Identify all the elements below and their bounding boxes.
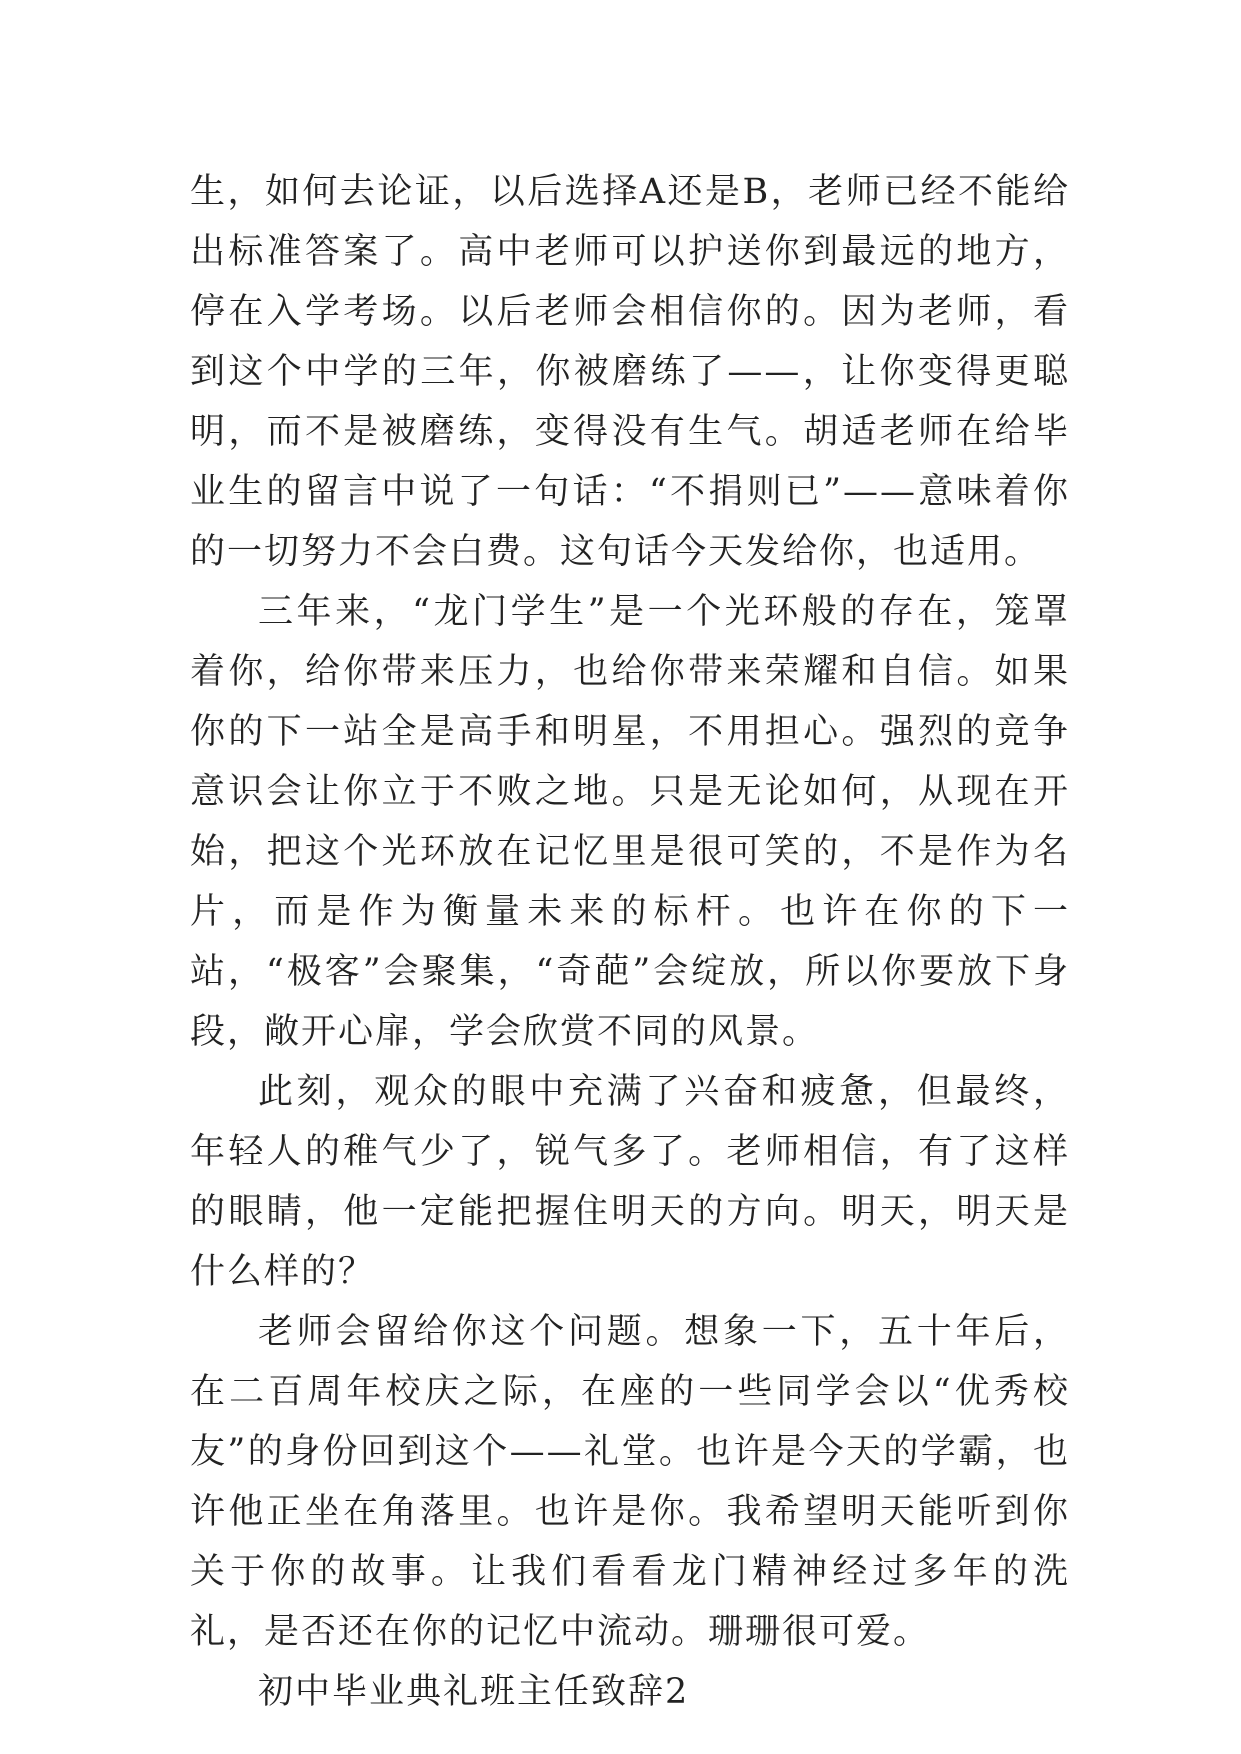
document-body [190, 162, 1070, 1722]
paragraph-1: 生，如何去论证，以后选择A还是B，老师已经不能给出标准答案了。高中老师可以护送你到最远的地方，停在入学考场。以后老师会相信你的。因为老师，看到这个中学的三年，你被磨练了——，让你变得更聪明，而不是被磨练，变得没有生气。胡适老师在给毕业生的留言中说了一句话：“不捐则已”——意味着你的一切努力不会白费。这句话今天发给你，也适用。 [190, 172, 1070, 572]
section-heading: 初中毕业典礼班主任致辞2 [258, 1672, 690, 1712]
paragraph-2: 三年来，“龙门学生”是一个光环般的存在，笼罩着你，给你带来压力，也给你带来荣耀和自信。如果你的下一站全是高手和明星，不用担心。强烈的竞争意识会让你立于不败之地。只是无论如何，从现在开始，把这个光环放在记忆里是很可笑的，不是作为名片，而是作为衡量未来的标杆。也许在你的下一站，“极客”会聚集，“奇葩”会绽放，所以你要放下身段，敞开心扉，学会欣赏不同的风景。 [190, 592, 1070, 1052]
paragraph-4: 老师会留给你这个问题。想象一下，五十年后，在二百周年校庆之际，在座的一些同学会以“优秀校友”的身份回到这个——礼堂。也许是今天的学霸，也许他正坐在角落里。也许是你。我希望明天能听到你关于你的故事。让我们看看龙门精神经过多年的洗礼，是否还在你的记忆中流动。珊珊很可爱。 [190, 1312, 1070, 1652]
paragraph-3: 此刻，观众的眼中充满了兴奋和疲惫，但最终，年轻人的稚气少了，锐气多了。老师相信，有了这样的眼睛，他一定能把握住明天的方向。明天，明天是什么样的？ [190, 1072, 1070, 1292]
